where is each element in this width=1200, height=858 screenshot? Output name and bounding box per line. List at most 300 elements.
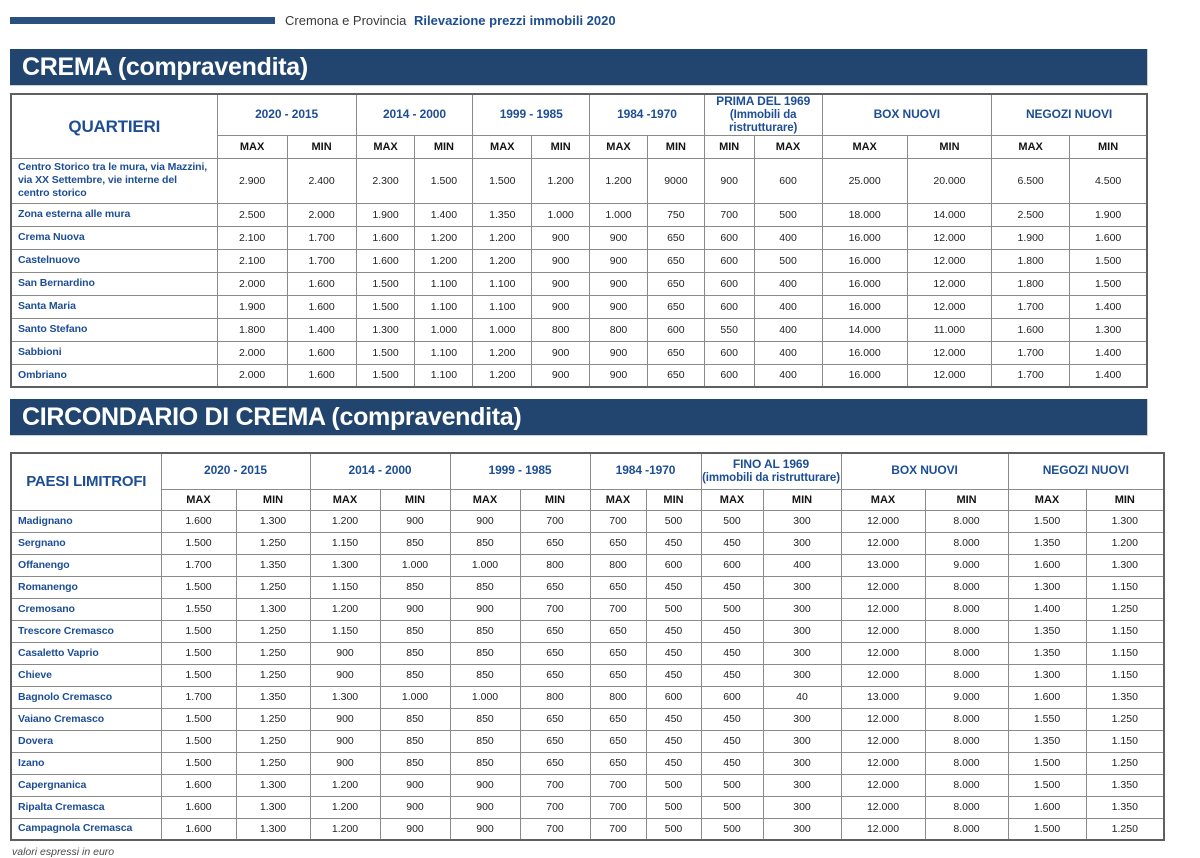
table-row bbox=[11, 510, 1164, 532]
value-cell: 900 bbox=[532, 364, 590, 387]
value-cell: 1.300 bbox=[1008, 664, 1086, 686]
value-cell: 12.000 bbox=[841, 510, 925, 532]
value-cell: 650 bbox=[590, 664, 646, 686]
value-cell: 2.000 bbox=[217, 272, 287, 295]
column-group-header bbox=[356, 94, 473, 136]
value-cell: 1.400 bbox=[1070, 341, 1147, 364]
value-cell: 1.600 bbox=[356, 249, 415, 272]
value-cell: 1.600 bbox=[356, 226, 415, 249]
value-cell: 2.000 bbox=[217, 364, 287, 387]
value-cell: 1.200 bbox=[473, 226, 532, 249]
header-title: Rilevazione prezzi immobili 2020 bbox=[414, 12, 616, 28]
column-group-label: PRIMA DEL 1969 bbox=[716, 94, 811, 108]
value-cell: 12.000 bbox=[841, 532, 925, 554]
minmax-header: MAX bbox=[310, 489, 380, 510]
value-cell: 1.500 bbox=[1008, 752, 1086, 774]
row-label: Centro Storico tra le mura, via Mazzini, via XX Settembre, vie interne del centro storico bbox=[11, 159, 217, 203]
value-cell: 14.000 bbox=[907, 203, 991, 226]
value-cell: 650 bbox=[647, 341, 704, 364]
value-cell: 900 bbox=[380, 598, 450, 620]
value-cell: 700 bbox=[520, 774, 590, 796]
table-row bbox=[11, 226, 1147, 249]
value-cell: 850 bbox=[380, 730, 450, 752]
value-cell: 500 bbox=[701, 796, 763, 818]
value-cell: 800 bbox=[590, 318, 648, 341]
value-cell: 650 bbox=[520, 708, 590, 730]
column-group-label: BOX NUOVI bbox=[873, 107, 941, 122]
value-cell: 1.500 bbox=[356, 364, 415, 387]
table-row bbox=[11, 532, 1164, 554]
value-cell: 650 bbox=[647, 226, 704, 249]
value-cell: 400 bbox=[754, 272, 822, 295]
value-cell: 1.500 bbox=[161, 730, 236, 752]
value-cell: 12.000 bbox=[841, 818, 925, 840]
value-cell: 1.200 bbox=[590, 159, 648, 203]
minmax-header: MIN bbox=[704, 136, 754, 159]
value-cell: 1.350 bbox=[236, 686, 310, 708]
value-cell: 9000 bbox=[647, 159, 704, 203]
value-cell: 650 bbox=[590, 708, 646, 730]
column-group-header bbox=[701, 453, 841, 489]
column-group-sublabel: (Immobili da ristrutturare) bbox=[729, 108, 798, 135]
value-cell: 900 bbox=[310, 752, 380, 774]
value-cell: 12.000 bbox=[907, 341, 991, 364]
column-group-header bbox=[310, 453, 450, 489]
value-cell: 1.250 bbox=[1086, 598, 1164, 620]
row-label: Ripalta Cremasca bbox=[11, 796, 161, 818]
value-cell: 1.100 bbox=[415, 272, 473, 295]
minmax-header: MAX bbox=[450, 489, 520, 510]
value-cell: 1.250 bbox=[1086, 708, 1164, 730]
value-cell: 1.500 bbox=[161, 642, 236, 664]
value-cell: 1.500 bbox=[356, 272, 415, 295]
value-cell: 1.250 bbox=[236, 532, 310, 554]
minmax-header: MIN bbox=[925, 489, 1008, 510]
table-row bbox=[11, 796, 1164, 818]
value-cell: 8.000 bbox=[925, 576, 1008, 598]
minmax-header: MIN bbox=[1070, 136, 1147, 159]
value-cell: 12.000 bbox=[841, 796, 925, 818]
value-cell: 2.500 bbox=[217, 203, 287, 226]
value-cell: 850 bbox=[450, 664, 520, 686]
value-cell: 700 bbox=[590, 598, 646, 620]
value-cell: 300 bbox=[763, 642, 841, 664]
value-cell: 500 bbox=[646, 598, 701, 620]
value-cell: 300 bbox=[763, 818, 841, 840]
value-cell: 1.500 bbox=[161, 708, 236, 730]
column-group-header bbox=[1008, 453, 1164, 489]
value-cell: 1.000 bbox=[532, 203, 590, 226]
value-cell: 12.000 bbox=[841, 774, 925, 796]
row-label: Ombriano bbox=[11, 364, 217, 387]
value-cell: 300 bbox=[763, 730, 841, 752]
minmax-header: MIN bbox=[763, 489, 841, 510]
value-cell: 1.300 bbox=[356, 318, 415, 341]
value-cell: 900 bbox=[380, 818, 450, 840]
value-cell: 1.350 bbox=[1008, 642, 1086, 664]
value-cell: 1.200 bbox=[310, 598, 380, 620]
minmax-header: MIN bbox=[380, 489, 450, 510]
column-group-label: 1984 -1970 bbox=[615, 463, 676, 478]
value-cell: 1.900 bbox=[992, 226, 1070, 249]
value-cell: 12.000 bbox=[907, 364, 991, 387]
row-label: Izano bbox=[11, 752, 161, 774]
minmax-header: MIN bbox=[520, 489, 590, 510]
value-cell: 450 bbox=[701, 730, 763, 752]
row-label: Romanengo bbox=[11, 576, 161, 598]
column-group-label: 1999 - 1985 bbox=[499, 107, 563, 122]
value-cell: 700 bbox=[590, 510, 646, 532]
footer-note: valori espressi in euro bbox=[12, 846, 115, 858]
minmax-header: MIN bbox=[907, 136, 991, 159]
minmax-header: MIN bbox=[1086, 489, 1164, 510]
value-cell: 1.300 bbox=[1008, 576, 1086, 598]
value-cell: 450 bbox=[701, 664, 763, 686]
value-cell: 300 bbox=[763, 532, 841, 554]
value-cell: 400 bbox=[763, 554, 841, 576]
value-cell: 900 bbox=[590, 364, 648, 387]
value-cell: 1.350 bbox=[1086, 774, 1164, 796]
value-cell: 1.000 bbox=[415, 318, 473, 341]
crema-price-table bbox=[10, 93, 1148, 388]
value-cell: 500 bbox=[646, 818, 701, 840]
value-cell: 450 bbox=[701, 576, 763, 598]
value-cell: 1.200 bbox=[473, 364, 532, 387]
value-cell: 2.400 bbox=[287, 159, 356, 203]
value-cell: 1.500 bbox=[356, 341, 415, 364]
minmax-header: MAX bbox=[161, 489, 236, 510]
value-cell: 850 bbox=[380, 576, 450, 598]
value-cell: 1.150 bbox=[310, 532, 380, 554]
value-cell: 1.000 bbox=[590, 203, 648, 226]
minmax-header: MAX bbox=[701, 489, 763, 510]
value-cell: 650 bbox=[590, 730, 646, 752]
value-cell: 900 bbox=[590, 272, 648, 295]
minmax-header: MIN bbox=[236, 489, 310, 510]
value-cell: 16.000 bbox=[822, 364, 907, 387]
value-cell: 1.200 bbox=[310, 796, 380, 818]
column-group-label: NEGOZI NUOVI bbox=[1042, 463, 1129, 478]
table-row bbox=[11, 554, 1164, 576]
value-cell: 600 bbox=[701, 686, 763, 708]
column-group-label: 2020 - 2015 bbox=[255, 107, 319, 122]
value-cell: 850 bbox=[450, 730, 520, 752]
value-cell: 300 bbox=[763, 510, 841, 532]
value-cell: 650 bbox=[647, 295, 704, 318]
value-cell: 1.900 bbox=[1070, 203, 1147, 226]
value-cell: 300 bbox=[763, 620, 841, 642]
row-label: Crema Nuova bbox=[11, 226, 217, 249]
value-cell: 900 bbox=[310, 730, 380, 752]
value-cell: 600 bbox=[704, 249, 754, 272]
value-cell: 1.400 bbox=[415, 203, 473, 226]
header-prefix: Cremona e Provincia bbox=[285, 12, 407, 28]
value-cell: 400 bbox=[754, 318, 822, 341]
value-cell: 300 bbox=[763, 796, 841, 818]
value-cell: 1.700 bbox=[287, 226, 356, 249]
value-cell: 1.550 bbox=[1008, 708, 1086, 730]
circondario-banner-title: CIRCONDARIO DI CREMA (compravendita) bbox=[22, 402, 522, 431]
value-cell: 600 bbox=[646, 554, 701, 576]
row-label: San Bernardino bbox=[11, 272, 217, 295]
value-cell: 40 bbox=[763, 686, 841, 708]
value-cell: 1.200 bbox=[473, 341, 532, 364]
value-cell: 900 bbox=[590, 295, 648, 318]
value-cell: 850 bbox=[450, 752, 520, 774]
table-row bbox=[11, 620, 1164, 642]
value-cell: 500 bbox=[754, 249, 822, 272]
row-label: Campagnola Cremasca bbox=[11, 818, 161, 840]
column-group-header bbox=[841, 453, 1008, 489]
value-cell: 600 bbox=[704, 364, 754, 387]
value-cell: 450 bbox=[646, 642, 701, 664]
value-cell: 1.800 bbox=[992, 272, 1070, 295]
value-cell: 900 bbox=[450, 818, 520, 840]
value-cell: 8.000 bbox=[925, 510, 1008, 532]
value-cell: 900 bbox=[532, 295, 590, 318]
value-cell: 650 bbox=[647, 272, 704, 295]
value-cell: 1.350 bbox=[1008, 730, 1086, 752]
value-cell: 1.500 bbox=[161, 620, 236, 642]
value-cell: 1.900 bbox=[217, 295, 287, 318]
value-cell: 13.000 bbox=[841, 686, 925, 708]
value-cell: 1.150 bbox=[1086, 576, 1164, 598]
row-label: Zona esterna alle mura bbox=[11, 203, 217, 226]
minmax-header: MAX bbox=[590, 136, 648, 159]
value-cell: 1.250 bbox=[236, 752, 310, 774]
value-cell: 2.300 bbox=[356, 159, 415, 203]
table-row bbox=[11, 774, 1164, 796]
minmax-header: MIN bbox=[287, 136, 356, 159]
value-cell: 300 bbox=[763, 708, 841, 730]
value-cell: 650 bbox=[647, 364, 704, 387]
value-cell: 8.000 bbox=[925, 598, 1008, 620]
value-cell: 1.800 bbox=[217, 318, 287, 341]
value-cell: 2.000 bbox=[287, 203, 356, 226]
subheader-row bbox=[11, 489, 1164, 510]
table-row bbox=[11, 295, 1147, 318]
value-cell: 1.000 bbox=[380, 686, 450, 708]
value-cell: 450 bbox=[646, 708, 701, 730]
value-cell: 700 bbox=[590, 774, 646, 796]
minmax-header: MIN bbox=[532, 136, 590, 159]
column-group-header bbox=[704, 94, 822, 136]
value-cell: 650 bbox=[590, 752, 646, 774]
value-cell: 1.100 bbox=[415, 364, 473, 387]
value-cell: 700 bbox=[520, 510, 590, 532]
column-group-header bbox=[590, 453, 701, 489]
value-cell: 1.400 bbox=[1008, 598, 1086, 620]
value-cell: 8.000 bbox=[925, 796, 1008, 818]
value-cell: 450 bbox=[646, 620, 701, 642]
column-group-header bbox=[450, 453, 590, 489]
minmax-header: MIN bbox=[646, 489, 701, 510]
value-cell: 850 bbox=[380, 620, 450, 642]
value-cell: 1.250 bbox=[1086, 752, 1164, 774]
value-cell: 600 bbox=[647, 318, 704, 341]
value-cell: 1.800 bbox=[992, 249, 1070, 272]
value-cell: 1.600 bbox=[161, 818, 236, 840]
value-cell: 1.600 bbox=[287, 272, 356, 295]
value-cell: 1.350 bbox=[1086, 796, 1164, 818]
value-cell: 12.000 bbox=[841, 708, 925, 730]
value-cell: 800 bbox=[590, 554, 646, 576]
circondario-price-table bbox=[10, 452, 1165, 841]
value-cell: 1.250 bbox=[1086, 818, 1164, 840]
value-cell: 450 bbox=[701, 642, 763, 664]
value-cell: 450 bbox=[646, 532, 701, 554]
value-cell: 650 bbox=[520, 752, 590, 774]
table-row bbox=[11, 341, 1147, 364]
value-cell: 1.600 bbox=[1070, 226, 1147, 249]
value-cell: 800 bbox=[520, 686, 590, 708]
value-cell: 650 bbox=[520, 642, 590, 664]
value-cell: 1.550 bbox=[161, 598, 236, 620]
value-cell: 300 bbox=[763, 598, 841, 620]
column-group-label: BOX NUOVI bbox=[891, 463, 958, 478]
value-cell: 500 bbox=[754, 203, 822, 226]
value-cell: 12.000 bbox=[841, 598, 925, 620]
value-cell: 900 bbox=[450, 598, 520, 620]
value-cell: 1.400 bbox=[1070, 364, 1147, 387]
value-cell: 900 bbox=[532, 272, 590, 295]
value-cell: 900 bbox=[532, 226, 590, 249]
minmax-header: MAX bbox=[217, 136, 287, 159]
value-cell: 1.600 bbox=[287, 364, 356, 387]
value-cell: 1.500 bbox=[1070, 249, 1147, 272]
value-cell: 1.500 bbox=[161, 576, 236, 598]
value-cell: 8.000 bbox=[925, 664, 1008, 686]
value-cell: 13.000 bbox=[841, 554, 925, 576]
minmax-header: MAX bbox=[473, 136, 532, 159]
value-cell: 650 bbox=[520, 664, 590, 686]
table-row bbox=[11, 642, 1164, 664]
value-cell: 1.700 bbox=[992, 341, 1070, 364]
value-cell: 12.000 bbox=[841, 730, 925, 752]
value-cell: 1.250 bbox=[236, 708, 310, 730]
value-cell: 1.000 bbox=[473, 318, 532, 341]
value-cell: 700 bbox=[590, 818, 646, 840]
value-cell: 2.100 bbox=[217, 226, 287, 249]
value-cell: 850 bbox=[380, 708, 450, 730]
value-cell: 1.350 bbox=[1086, 686, 1164, 708]
table-row bbox=[11, 686, 1164, 708]
value-cell: 900 bbox=[380, 510, 450, 532]
value-cell: 1.200 bbox=[310, 818, 380, 840]
column-group-header bbox=[590, 94, 705, 136]
value-cell: 12.000 bbox=[841, 620, 925, 642]
value-cell: 600 bbox=[646, 686, 701, 708]
column-group-header bbox=[822, 94, 992, 136]
value-cell: 500 bbox=[701, 510, 763, 532]
value-cell: 900 bbox=[590, 249, 648, 272]
value-cell: 1.200 bbox=[473, 249, 532, 272]
minmax-header: MIN bbox=[647, 136, 704, 159]
value-cell: 900 bbox=[590, 226, 648, 249]
value-cell: 1.600 bbox=[992, 318, 1070, 341]
value-cell: 650 bbox=[647, 249, 704, 272]
table-row bbox=[11, 318, 1147, 341]
row-label: Sabbioni bbox=[11, 341, 217, 364]
minmax-header: MAX bbox=[356, 136, 415, 159]
value-cell: 800 bbox=[590, 686, 646, 708]
value-cell: 1.600 bbox=[1008, 796, 1086, 818]
value-cell: 2.100 bbox=[217, 249, 287, 272]
value-cell: 450 bbox=[701, 708, 763, 730]
value-cell: 900 bbox=[590, 341, 648, 364]
table-row bbox=[11, 272, 1147, 295]
value-cell: 850 bbox=[450, 642, 520, 664]
value-cell: 16.000 bbox=[822, 295, 907, 318]
value-cell: 700 bbox=[704, 203, 754, 226]
table-row bbox=[11, 576, 1164, 598]
value-cell: 1.250 bbox=[236, 664, 310, 686]
value-cell: 400 bbox=[754, 226, 822, 249]
value-cell: 1.000 bbox=[450, 554, 520, 576]
value-cell: 300 bbox=[763, 664, 841, 686]
value-cell: 1.500 bbox=[1070, 272, 1147, 295]
value-cell: 900 bbox=[532, 341, 590, 364]
value-cell: 1.300 bbox=[236, 510, 310, 532]
minmax-header: MAX bbox=[841, 489, 925, 510]
column-group-row bbox=[11, 94, 1147, 136]
row-label: Casaletto Vaprio bbox=[11, 642, 161, 664]
value-cell: 1.600 bbox=[161, 796, 236, 818]
value-cell: 650 bbox=[520, 576, 590, 598]
row-label: Bagnolo Cremasco bbox=[11, 686, 161, 708]
value-cell: 1.500 bbox=[161, 532, 236, 554]
value-cell: 900 bbox=[450, 774, 520, 796]
value-cell: 400 bbox=[754, 364, 822, 387]
row-label: Capergnanica bbox=[11, 774, 161, 796]
value-cell: 12.000 bbox=[841, 664, 925, 686]
value-cell: 18.000 bbox=[822, 203, 907, 226]
value-cell: 800 bbox=[520, 554, 590, 576]
value-cell: 16.000 bbox=[822, 272, 907, 295]
row-label: Madignano bbox=[11, 510, 161, 532]
value-cell: 9.000 bbox=[925, 686, 1008, 708]
value-cell: 600 bbox=[704, 341, 754, 364]
table-row bbox=[11, 364, 1147, 387]
value-cell: 650 bbox=[590, 642, 646, 664]
value-cell: 550 bbox=[704, 318, 754, 341]
value-cell: 12.000 bbox=[907, 226, 991, 249]
value-cell: 1.700 bbox=[992, 295, 1070, 318]
value-cell: 1.300 bbox=[1070, 318, 1147, 341]
minmax-header: MAX bbox=[992, 136, 1070, 159]
value-cell: 1.500 bbox=[161, 752, 236, 774]
page-header bbox=[10, 10, 1148, 30]
value-cell: 1.200 bbox=[532, 159, 590, 203]
value-cell: 450 bbox=[701, 532, 763, 554]
value-cell: 1.100 bbox=[415, 295, 473, 318]
row-label: Santa Maria bbox=[11, 295, 217, 318]
value-cell: 16.000 bbox=[822, 249, 907, 272]
value-cell: 650 bbox=[590, 532, 646, 554]
row-label: Vaiano Cremasco bbox=[11, 708, 161, 730]
minmax-header: MAX bbox=[1008, 489, 1086, 510]
value-cell: 1.700 bbox=[992, 364, 1070, 387]
value-cell: 500 bbox=[701, 598, 763, 620]
value-cell: 850 bbox=[450, 620, 520, 642]
value-cell: 650 bbox=[590, 620, 646, 642]
value-cell: 1.700 bbox=[161, 554, 236, 576]
column-group-label: 2014 - 2000 bbox=[348, 463, 412, 478]
column-group-label: NEGOZI NUOVI bbox=[1025, 107, 1113, 122]
table-row bbox=[11, 818, 1164, 840]
value-cell: 1.100 bbox=[473, 272, 532, 295]
value-cell: 700 bbox=[590, 796, 646, 818]
